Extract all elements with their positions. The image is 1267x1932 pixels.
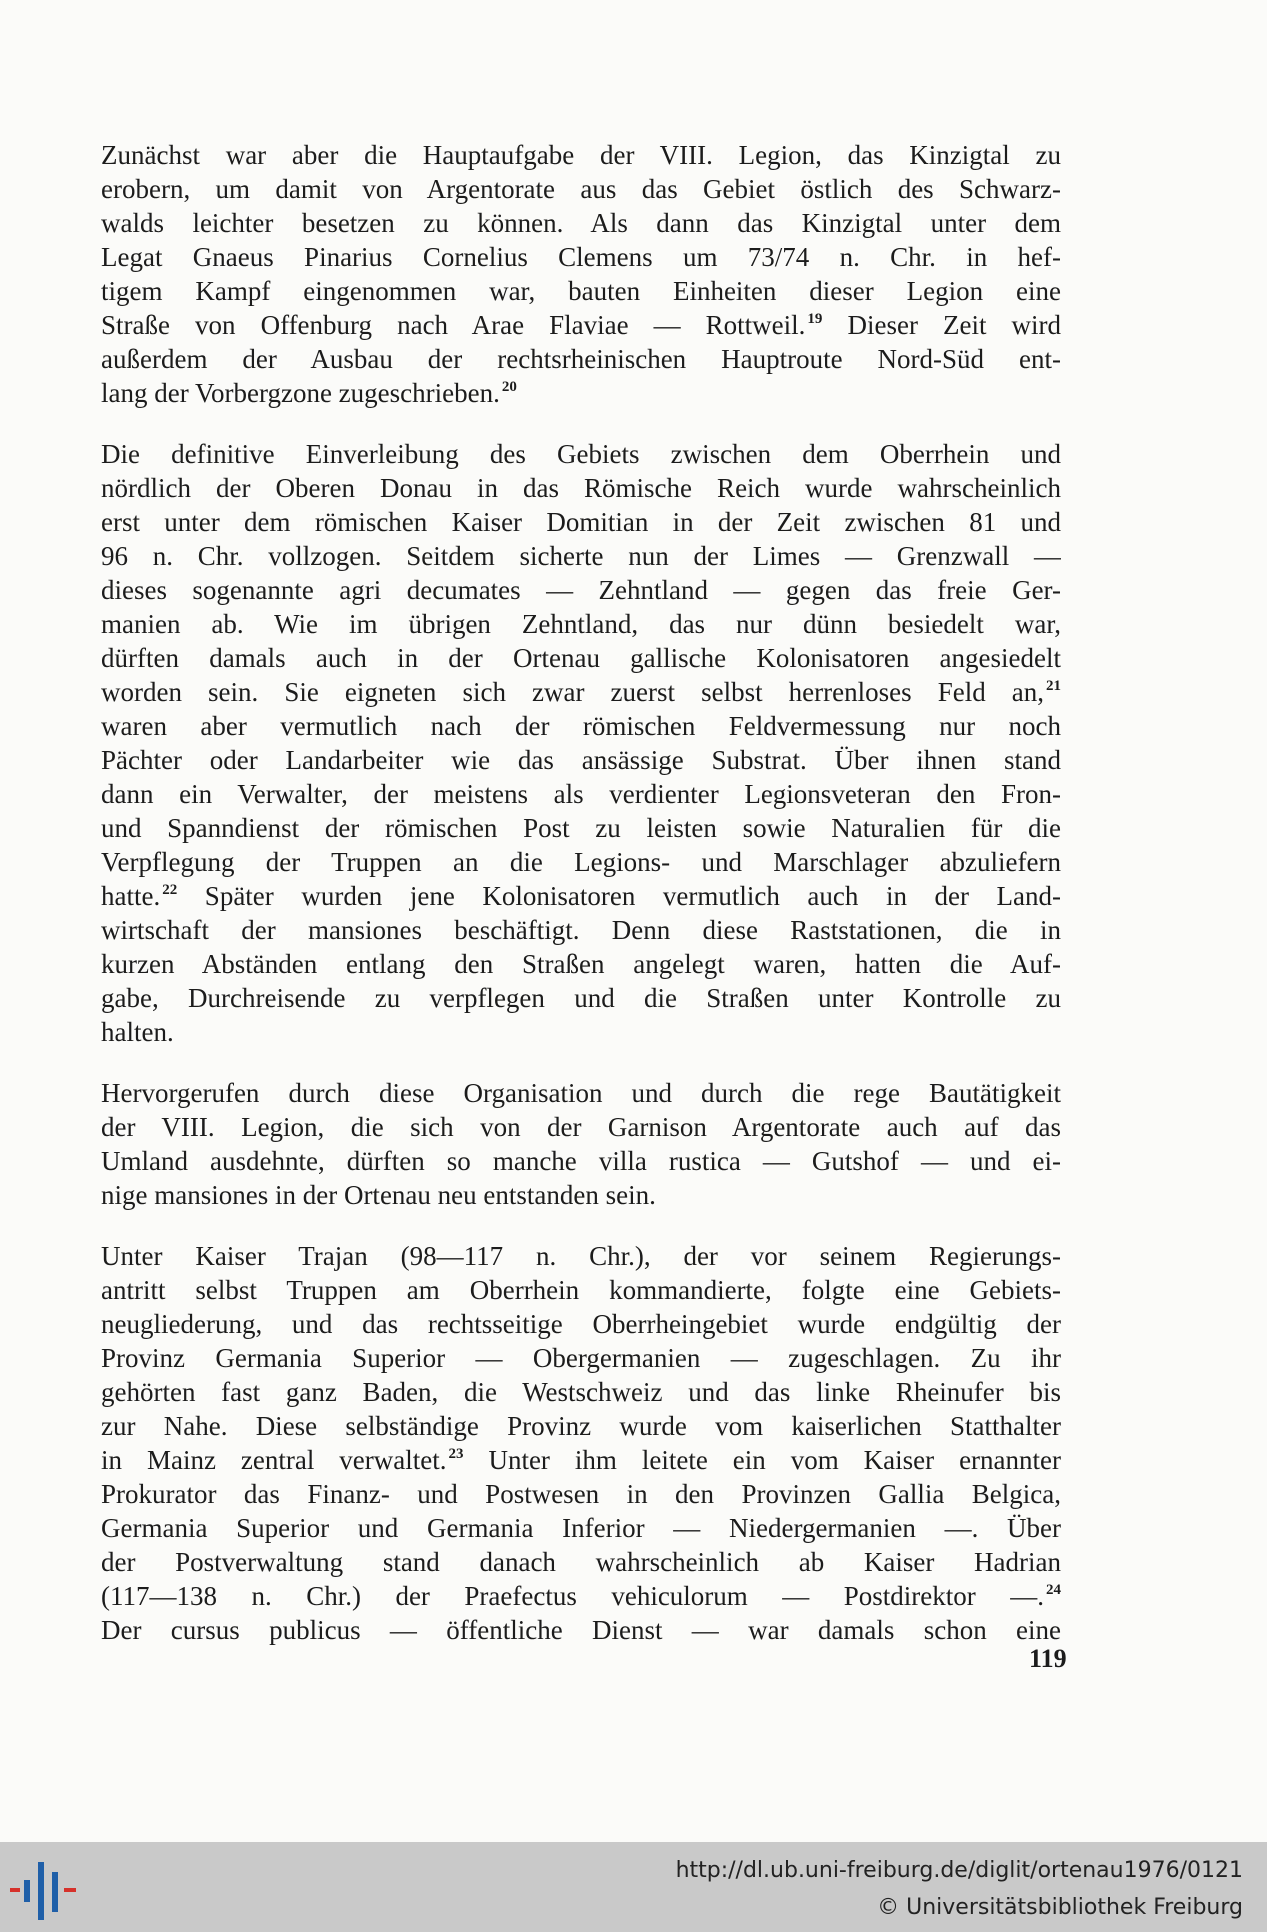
text-line: der Postverwaltung stand danach wahrscheinlich ab Kaiser Hadrian	[101, 1547, 1061, 1577]
text-line: tigem Kampf eingenommen war, bauten Einheiten dieser Legion eine	[101, 276, 1061, 306]
text-line: nige mansiones in der Ortenau neu entstanden sein.	[101, 1180, 656, 1210]
text-line: wirtschaft der mansiones beschäftigt. Denn diese Raststationen, die in	[101, 915, 1061, 945]
text-line: zur Nahe. Diese selbständige Provinz wurde vom kaiserlichen Statthalter	[101, 1411, 1061, 1441]
text-line: waren aber vermutlich nach der römischen Feldvermessung nur noch	[101, 711, 1061, 741]
text-line	[101, 675, 1061, 709]
text-line: dieses sogenannte agri decumates — Zehntland — gegen das freie Ger-	[101, 575, 1061, 605]
line-text: lang der Vorbergzone zugeschrieben.	[101, 378, 500, 408]
text-line: Zunächst war aber die Hauptaufgabe der VIII. Legion, das Kinzigtal zu	[101, 140, 1061, 170]
text-line: Germania Superior und Germania Inferior — Niedergermanien —. Über	[101, 1513, 1061, 1543]
body-text	[101, 138, 1061, 1674]
line-text: Unter ihm leitete ein vom Kaiser ernannter	[488, 1445, 1061, 1475]
text-line: Legat Gnaeus Pinarius Cornelius Clemens um 73/74 n. Chr. in hef-	[101, 242, 1061, 272]
line-text: worden sein. Sie eigneten sich zwar zuerst selbst herrenloses Feld an,	[101, 677, 1044, 707]
text-line: manien ab. Wie im übrigen Zehntland, das nur dünn besiedelt war,	[101, 609, 1061, 639]
footnote-ref: 24	[1046, 1582, 1061, 1598]
line-text: Straße von Offenburg nach Arae Flaviae — Rottweil.	[101, 310, 806, 340]
text-line: dann ein Verwalter, der meistens als verdienter Legionsveteran den Fron-	[101, 779, 1061, 809]
text-line: Umland ausdehnte, dürften so manche villa rustica — Gutshof — und ei-	[101, 1146, 1061, 1176]
text-line	[101, 1579, 1061, 1613]
text-line	[101, 308, 1061, 342]
text-line: der VIII. Legion, die sich von der Garnison Argentorate auch auf das	[101, 1112, 1061, 1142]
text-line: neugliederung, und das rechtsseitige Oberrheingebiet wurde endgültig der	[101, 1309, 1061, 1339]
footnote-ref: 21	[1046, 678, 1061, 694]
text-line: erst unter dem römischen Kaiser Domitian in der Zeit zwischen 81 und	[101, 507, 1061, 537]
paragraph-3	[101, 1076, 1061, 1212]
footer-url-link[interactable]: http://dl.ub.uni-freiburg.de/diglit/ortenau1976/0121	[675, 1858, 1243, 1883]
text-line: Die definitive Einverleibung des Gebiets zwischen dem Oberrhein und	[101, 439, 1061, 469]
paragraph-1	[101, 138, 1061, 410]
paragraph-2	[101, 437, 1061, 1049]
line-text: Dieser Zeit wird	[847, 310, 1061, 340]
text-line	[101, 879, 1061, 913]
text-line: Unter Kaiser Trajan (98—117 n. Chr.), der vor seinem Regierungs-	[101, 1241, 1061, 1271]
footer-copyright: © Universitätsbibliothek Freiburg	[877, 1895, 1243, 1920]
text-line: Verpflegung der Truppen an die Legions- und Marschlager abzuliefern	[101, 847, 1061, 877]
text-line: gabe, Durchreisende zu verpflegen und die Straßen unter Kontrolle zu	[101, 983, 1061, 1013]
page-number: 119	[1029, 1644, 1067, 1673]
text-line: erobern, um damit von Argentorate aus das Gebiet östlich des Schwarz-	[101, 174, 1061, 204]
footer-bar	[0, 1842, 1267, 1932]
text-line: Hervorgerufen durch diese Organisation und durch die rege Bautätigkeit	[101, 1078, 1061, 1108]
text-line: 96 n. Chr. vollzogen. Seitdem sicherte nun der Limes — Grenzwall —	[101, 541, 1061, 571]
footnote-ref: 23	[448, 1446, 464, 1462]
text-line	[101, 1443, 1061, 1477]
footnote-ref: 20	[501, 379, 517, 395]
text-line: Pächter oder Landarbeiter wie das ansässige Substrat. Über ihnen stand	[101, 745, 1061, 775]
text-line: walds leichter besetzen zu können. Als dann das Kinzigtal unter dem	[101, 208, 1061, 238]
paragraph-4	[101, 1239, 1061, 1647]
text-line: dürften damals auch in der Ortenau gallische Kolonisatoren angesiedelt	[101, 643, 1061, 673]
text-line: und Spanndienst der römischen Post zu leisten sowie Naturalien für die	[101, 813, 1061, 843]
footnote-ref: 22	[162, 882, 178, 898]
footnote-ref: 19	[807, 311, 823, 327]
line-text: (117—138 n. Chr.) der Praefectus vehiculorum — Postdirektor —.	[101, 1581, 1044, 1611]
text-line	[101, 376, 1061, 410]
text-line: kurzen Abständen entlang den Straßen angelegt waren, hatten die Auf-	[101, 949, 1061, 979]
line-text: in Mainz zentral verwaltet.	[101, 1445, 447, 1475]
line-text: hatte.	[101, 881, 161, 911]
text-line: Provinz Germania Superior — Obergermanien — zugeschlagen. Zu ihr	[101, 1343, 1061, 1373]
library-logo-icon[interactable]	[0, 1856, 95, 1926]
text-line: gehörten fast ganz Baden, die Westschweiz und das linke Rheinufer bis	[101, 1377, 1061, 1407]
text-line: Der cursus publicus — öffentliche Dienst — war damals schon eine	[101, 1615, 1061, 1645]
line-text: Später wurden jene Kolonisatoren vermutlich auch in der Land-	[204, 881, 1061, 911]
text-line: halten.	[101, 1017, 174, 1047]
text-line: antritt selbst Truppen am Oberrhein kommandierte, folgte eine Gebiets-	[101, 1275, 1061, 1305]
text-line: Prokurator das Finanz- und Postwesen in den Provinzen Gallia Belgica,	[101, 1479, 1061, 1509]
text-line: außerdem der Ausbau der rechtsrheinischen Hauptroute Nord-Süd ent-	[101, 344, 1061, 374]
text-line: nördlich der Oberen Donau in das Römische Reich wurde wahrscheinlich	[101, 473, 1061, 503]
